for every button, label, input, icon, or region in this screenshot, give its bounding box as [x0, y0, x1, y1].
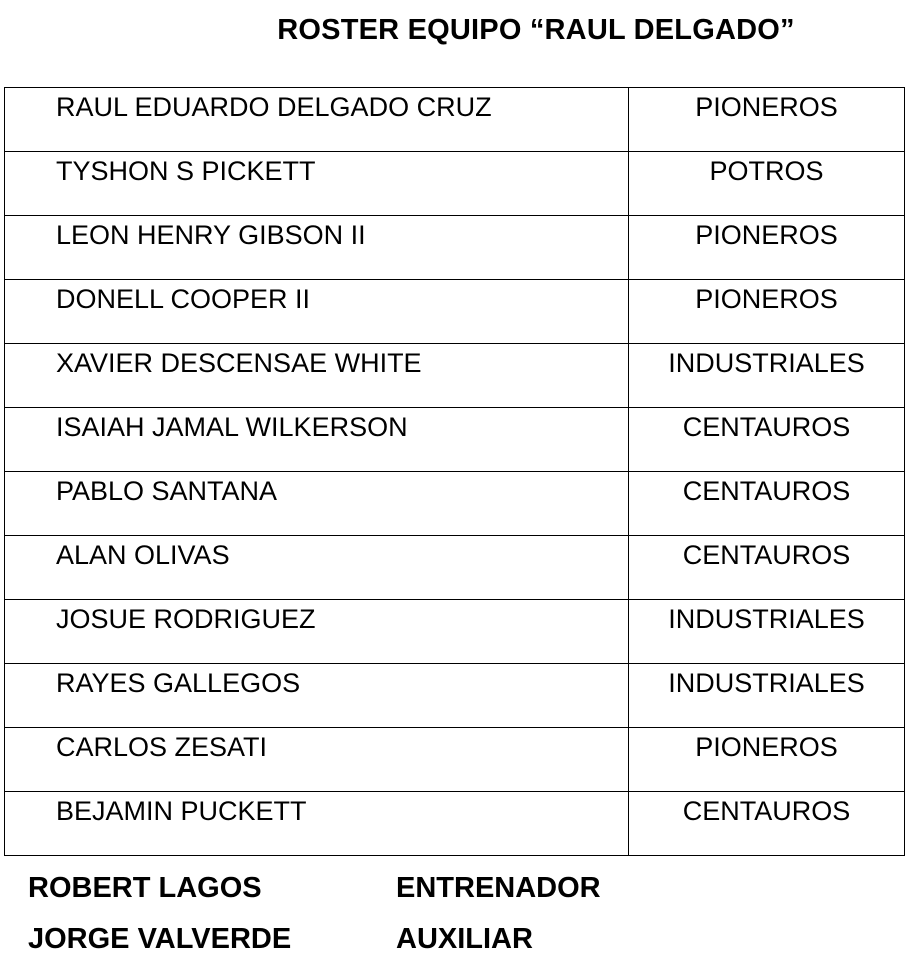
player-name: JOSUE RODRIGUEZ [5, 600, 629, 664]
staff-role: AUXILIAR [396, 923, 533, 955]
player-team: PIONEROS [629, 280, 905, 344]
player-team: CENTAUROS [629, 472, 905, 536]
roster-table [4, 87, 905, 856]
staff-name: ROBERT LAGOS [28, 872, 262, 904]
player-team: CENTAUROS [629, 792, 905, 856]
player-name: CARLOS ZESATI [5, 728, 629, 792]
table-row [5, 152, 905, 216]
page-title: ROSTER EQUIPO “RAUL DELGADO” [277, 14, 795, 46]
player-name: RAYES GALLEGOS [5, 664, 629, 728]
player-name: LEON HENRY GIBSON II [5, 216, 629, 280]
staff-row-coach [28, 872, 601, 905]
player-team: POTROS [629, 152, 905, 216]
player-name: DONELL COOPER II [5, 280, 629, 344]
player-name: ALAN OLIVAS [5, 536, 629, 600]
player-team: PIONEROS [629, 88, 905, 152]
player-team: INDUSTRIALES [629, 344, 905, 408]
table-row [5, 408, 905, 472]
table-row [5, 344, 905, 408]
player-name: BEJAMIN PUCKETT [5, 792, 629, 856]
player-name: TYSHON S PICKETT [5, 152, 629, 216]
player-name: ISAIAH JAMAL WILKERSON [5, 408, 629, 472]
staff-row-assistant [28, 923, 533, 956]
staff-name: JORGE VALVERDE [28, 923, 292, 955]
player-team: PIONEROS [629, 728, 905, 792]
table-row [5, 664, 905, 728]
table-row [5, 600, 905, 664]
table-row [5, 472, 905, 536]
table-row [5, 792, 905, 856]
table-row [5, 728, 905, 792]
player-team: CENTAUROS [629, 408, 905, 472]
player-name: PABLO SANTANA [5, 472, 629, 536]
player-team: PIONEROS [629, 216, 905, 280]
player-team: CENTAUROS [629, 536, 905, 600]
table-row [5, 280, 905, 344]
table-row [5, 88, 905, 152]
staff-role: ENTRENADOR [396, 872, 601, 904]
player-team: INDUSTRIALES [629, 664, 905, 728]
player-team: INDUSTRIALES [629, 600, 905, 664]
player-name: XAVIER DESCENSAE WHITE [5, 344, 629, 408]
table-row [5, 536, 905, 600]
player-name: RAUL EDUARDO DELGADO CRUZ [5, 88, 629, 152]
table-row [5, 216, 905, 280]
